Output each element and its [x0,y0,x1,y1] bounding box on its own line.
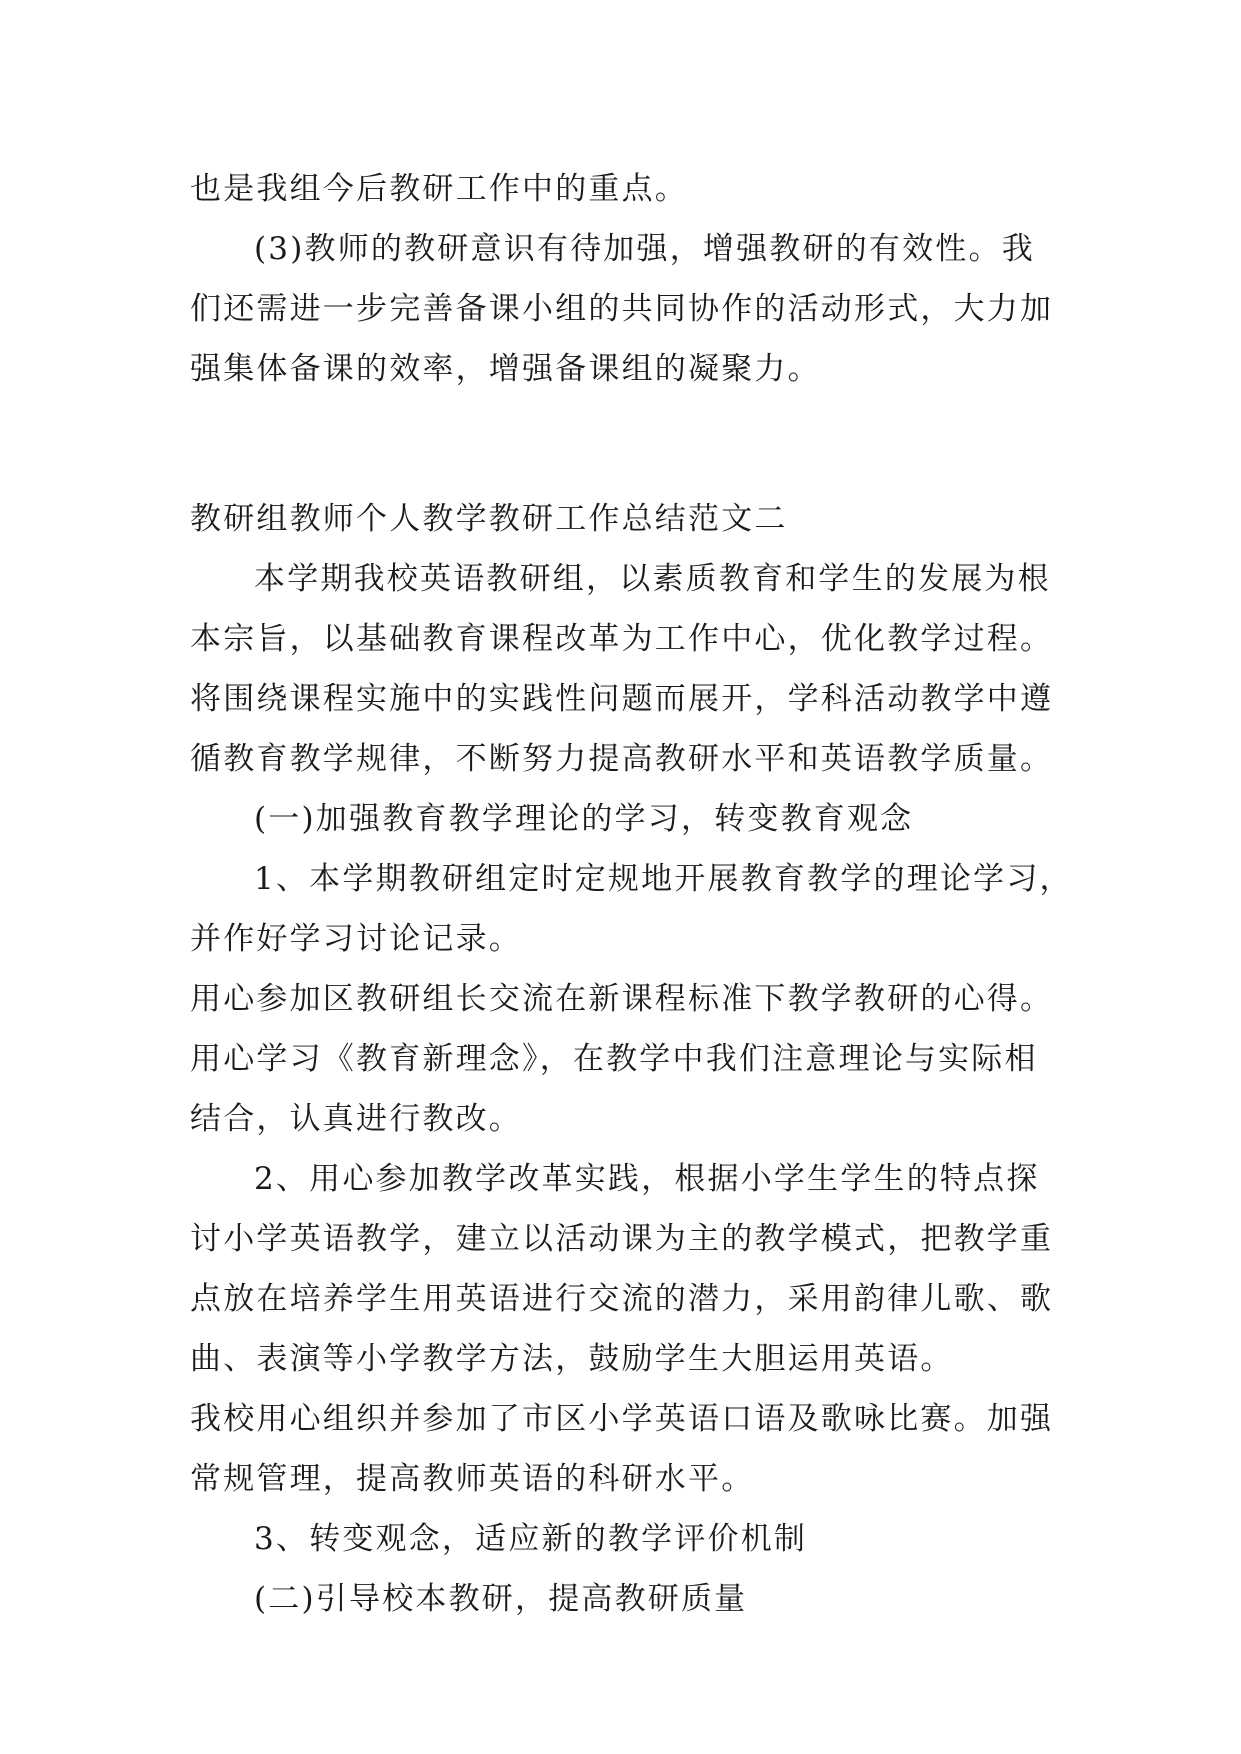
paragraph-line: 们还需进一步完善备课小组的共同协作的活动形式，大力加 [190,291,1054,327]
blank-line [190,399,1060,459]
paragraph-line: 1、本学期教研组定时定规地开展教育教学的理论学习， [254,861,1073,897]
paragraph-line: 强集体备课的效率，增强备课组的凝聚力。 [190,351,821,387]
document-body [190,159,1073,1629]
paragraph-line: 3、转变观念，适应新的教学评价机制 [254,1521,808,1557]
section-heading: 教研组教师个人教学教研工作总结范文二 [190,501,788,537]
paragraph-line: (3)教师的教研意识有待加强，增强教研的有效性。我 [254,231,1035,267]
paragraph-line: 我校用心组织并参加了市区小学英语口语及歌咏比赛。加强 [190,1401,1054,1437]
subheading-line: (一)加强教育教学理论的学习，转变教育观念 [254,801,914,837]
paragraph-line: 并作好学习讨论记录。 [190,921,522,957]
paragraph-line: 常规管理，提高教师英语的科研水平。 [190,1461,755,1497]
paragraph-line: 本宗旨，以基础教育课程改革为工作中心，优化教学过程。 [190,621,1054,657]
paragraph-line: 本学期我校英语教研组，以素质教育和学生的发展为根 [254,561,1051,597]
paragraph-line: 用心参加区教研组长交流在新课程标准下教学教研的心得。 [190,981,1054,1017]
paragraph-line: 2、用心参加教学改革实践，根据小学生学生的特点探 [254,1161,1040,1197]
paragraph-line: 讨小学英语教学，建立以活动课为主的教学模式，把教学重 [190,1221,1054,1257]
paragraph-line: 点放在培养学生用英语进行交流的潜力，采用韵律儿歌、歌 [190,1281,1054,1317]
paragraph-line: 将围绕课程实施中的实践性问题而展开，学科活动教学中遵 [190,681,1054,717]
subheading-line: (二)引导校本教研，提高教研质量 [254,1581,748,1617]
paragraph-line: 曲、表演等小学教学方法，鼓励学生大胆运用英语。 [190,1341,954,1377]
paragraph-line: 循教育教学规律，不断努力提高教研水平和英语教学质量。 [190,741,1054,777]
paragraph-line: 结合，认真进行教改。 [190,1101,522,1137]
spacer [190,459,1060,489]
paragraph-line: 用心学习《教育新理念》，在教学中我们注意理论与实际相 [190,1041,1038,1077]
paragraph-line: 也是我组今后教研工作中的重点。 [190,171,688,207]
